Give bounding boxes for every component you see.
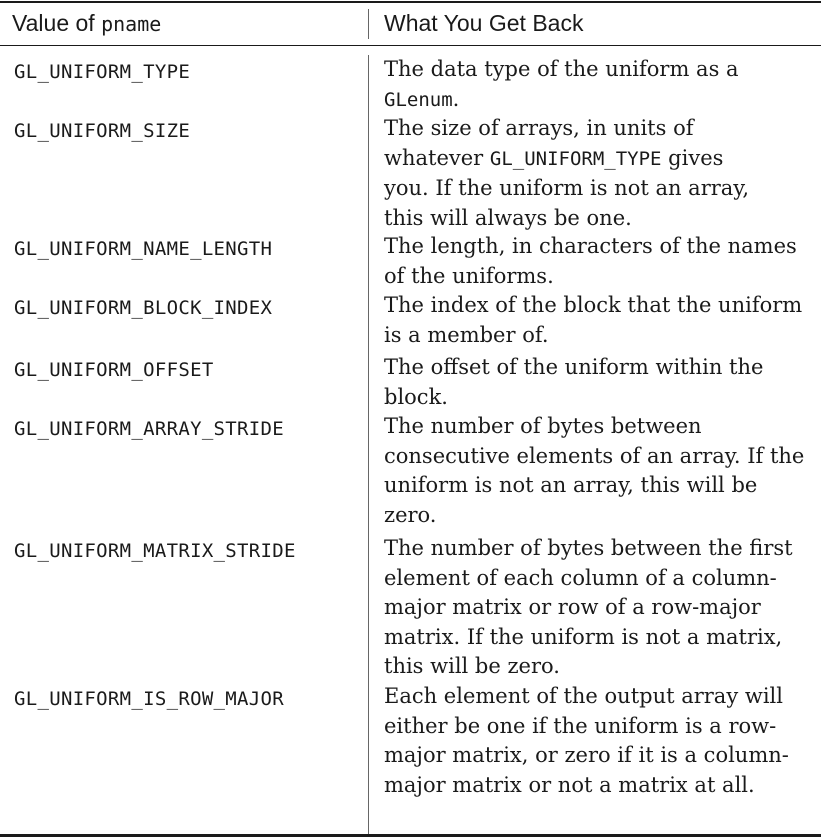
table-row: [0, 114, 821, 232]
header-what-you-get-back: What You Get Back: [384, 10, 584, 36]
row-description-code: GL_UNIFORM_TYPE: [489, 147, 662, 170]
row-description-text: .: [452, 86, 460, 111]
row-pname: GL_UNIFORM_ARRAY_STRIDE: [14, 418, 284, 440]
header-value-of-pname: [12, 8, 161, 39]
row-description-code: GLenum: [384, 88, 453, 111]
row-pname: GL_UNIFORM_OFFSET: [14, 359, 214, 381]
table-row: [0, 534, 821, 682]
row-description: Each element of the output array will either be one if the uniform is a row-major matrix, or zero if it is a column-major matrix or not a matrix at all.: [384, 684, 789, 797]
row-description: The index of the block that the uniform is a member of.: [384, 293, 803, 347]
header-col1-prefix: Value of: [12, 10, 102, 36]
row-description-text: this will always be one.: [384, 205, 632, 230]
table-row: [0, 55, 821, 114]
table-row: [0, 291, 821, 353]
table-row: [0, 682, 821, 832]
table-header-row: [0, 0, 821, 45]
row-pname: GL_UNIFORM_SIZE: [14, 120, 191, 142]
row-description: [384, 114, 814, 233]
header-col1-code: pname: [101, 12, 162, 36]
row-description-text: gives: [661, 145, 724, 170]
table-row: [0, 412, 821, 534]
row-pname: GL_UNIFORM_IS_ROW_MAJOR: [14, 688, 284, 710]
row-pname: GL_UNIFORM_MATRIX_STRIDE: [14, 540, 296, 562]
table-row: [0, 232, 821, 291]
table-body: [0, 55, 821, 832]
table-bottom-rule: [0, 834, 821, 837]
row-description-text: you. If the uniform is not an array,: [384, 176, 750, 200]
header-column-divider: [368, 9, 369, 39]
row-pname: GL_UNIFORM_NAME_LENGTH: [14, 238, 273, 260]
row-description: [384, 55, 814, 115]
table-row: [0, 353, 821, 412]
row-description-text: The size of arrays, in units of: [384, 116, 694, 140]
row-description-text: whatever: [384, 145, 490, 170]
row-description: The number of bytes between consecutive elements of an array. If the uniform is not an array, this will be zero.: [384, 414, 805, 527]
row-pname: GL_UNIFORM_TYPE: [14, 61, 191, 83]
row-description: The number of bytes between the first element of each column of a column-major matrix or row of a row-major matrix. If the uniform is not a matrix, this will be zero.: [384, 536, 793, 678]
row-pname: GL_UNIFORM_BLOCK_INDEX: [14, 297, 273, 319]
row-description-text: The data type of the uniform as a: [384, 57, 739, 81]
row-description: The length, in characters of the names of the uniforms.: [384, 234, 797, 288]
row-description: The offset of the uniform within the block.: [384, 355, 764, 409]
table-header-rule: [0, 45, 821, 46]
